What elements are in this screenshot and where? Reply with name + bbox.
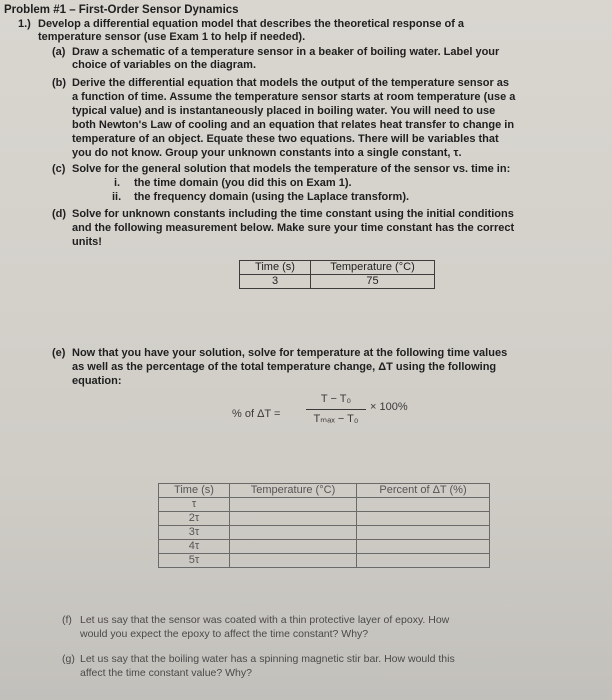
part-d-line-3: units! — [72, 236, 102, 248]
part-d-line-1: Solve for unknown constants including the time constant using the initial conditions — [72, 208, 514, 220]
part-c-item-2-text: the frequency domain (using the Laplace transform). — [134, 191, 410, 203]
part-c-line-1: Solve for the general solution that models the temperature of the sensor vs. time in: — [72, 163, 511, 175]
part-g-line-2: affect the time constant value? Why? — [80, 667, 252, 679]
q1-line-1: Develop a differential equation model that describes the theoretical response of a — [38, 18, 465, 30]
part-e-line-3: equation: — [72, 375, 122, 387]
part-f-line-1: Let us say that the sensor was coated with a thin protective layer of epoxy. How — [80, 614, 450, 626]
table1-cell-time: 3 — [240, 275, 311, 289]
table2-time-1: τ — [159, 498, 230, 512]
equation-numerator: T − T₀ — [320, 393, 352, 405]
part-a-line-1: Draw a schematic of a temperature sensor in a beaker of boiling water. Label your — [72, 46, 500, 58]
table2-header-percent: Percent of ΔT (%) — [357, 484, 490, 498]
measurement-table — [239, 260, 435, 289]
table2-time-2: 2τ — [159, 512, 230, 526]
table1-header-temp: Temperature (°C) — [311, 261, 435, 275]
part-a-label: (a) — [52, 46, 66, 58]
part-c-item-1-num: i. — [114, 177, 121, 189]
table-row — [159, 554, 490, 568]
part-a-line-2: choice of variables on the diagram. — [72, 59, 256, 71]
part-f-line-2: would you expect the epoxy to affect the time constant? Why? — [80, 628, 369, 640]
part-b-line-3: typical value) and is instantaneously placed in boiling water. You will need to use — [72, 105, 496, 117]
table2-time-3: 3τ — [159, 526, 230, 540]
part-g-label: (g) — [62, 653, 75, 665]
q1-number: 1.) — [18, 18, 31, 30]
part-b-label: (b) — [52, 77, 67, 89]
part-e-line-1: Now that you have your solution, solve for temperature at the following time values — [72, 347, 508, 359]
q1-line-2: temperature sensor (use Exam 1 to help if needed). — [38, 31, 306, 43]
table-row — [159, 512, 490, 526]
fraction-bar — [306, 409, 366, 410]
part-b-line-5: temperature of an object. Equate these two equations. There will be variables that — [72, 133, 499, 145]
part-d-line-2: and the following measurement below. Make sure your time constant has the correct — [72, 222, 515, 234]
table2-header-temp: Temperature (°C) — [230, 484, 357, 498]
results-table — [158, 483, 490, 568]
table2-time-5: 5τ — [159, 554, 230, 568]
part-c-label: (c) — [52, 163, 66, 175]
part-e-label: (e) — [52, 347, 66, 359]
equation-lhs: % of ΔT = — [232, 408, 281, 420]
part-b-line-6: you do not know. Group your unknown constants into a single constant, τ. — [72, 147, 462, 159]
part-g-line-1: Let us say that the boiling water has a spinning magnetic stir bar. How would this — [80, 653, 455, 665]
part-b-line-4: both Newton's Law of cooling and an equation that relates heat transfer to change in — [72, 119, 515, 131]
table1-header-time: Time (s) — [240, 261, 311, 275]
table-row — [159, 540, 490, 554]
table-row — [159, 526, 490, 540]
table2-header-time: Time (s) — [159, 484, 230, 498]
part-b-line-2: a function of time. Assume the temperature sensor starts at room temperature (use a — [72, 91, 516, 103]
part-e-line-2: as well as the percentage of the total temperature change, ΔT using the following — [72, 361, 497, 373]
table1-cell-temp: 75 — [311, 275, 435, 289]
equation-rhs: × 100% — [370, 401, 408, 413]
part-b-line-1: Derive the differential equation that models the output of the temperature sensor as — [72, 77, 510, 89]
table2-time-4: 4τ — [159, 540, 230, 554]
table-row — [159, 498, 490, 512]
equation-denominator: Tₘₐₓ − T₀ — [313, 413, 359, 425]
part-d-label: (d) — [52, 208, 67, 220]
part-c-item-1-text: the time domain (you did this on Exam 1). — [134, 177, 352, 189]
problem-title: Problem #1 – First-Order Sensor Dynamics — [4, 4, 239, 16]
part-f-label: (f) — [62, 614, 72, 626]
part-c-item-2-num: ii. — [112, 191, 122, 203]
